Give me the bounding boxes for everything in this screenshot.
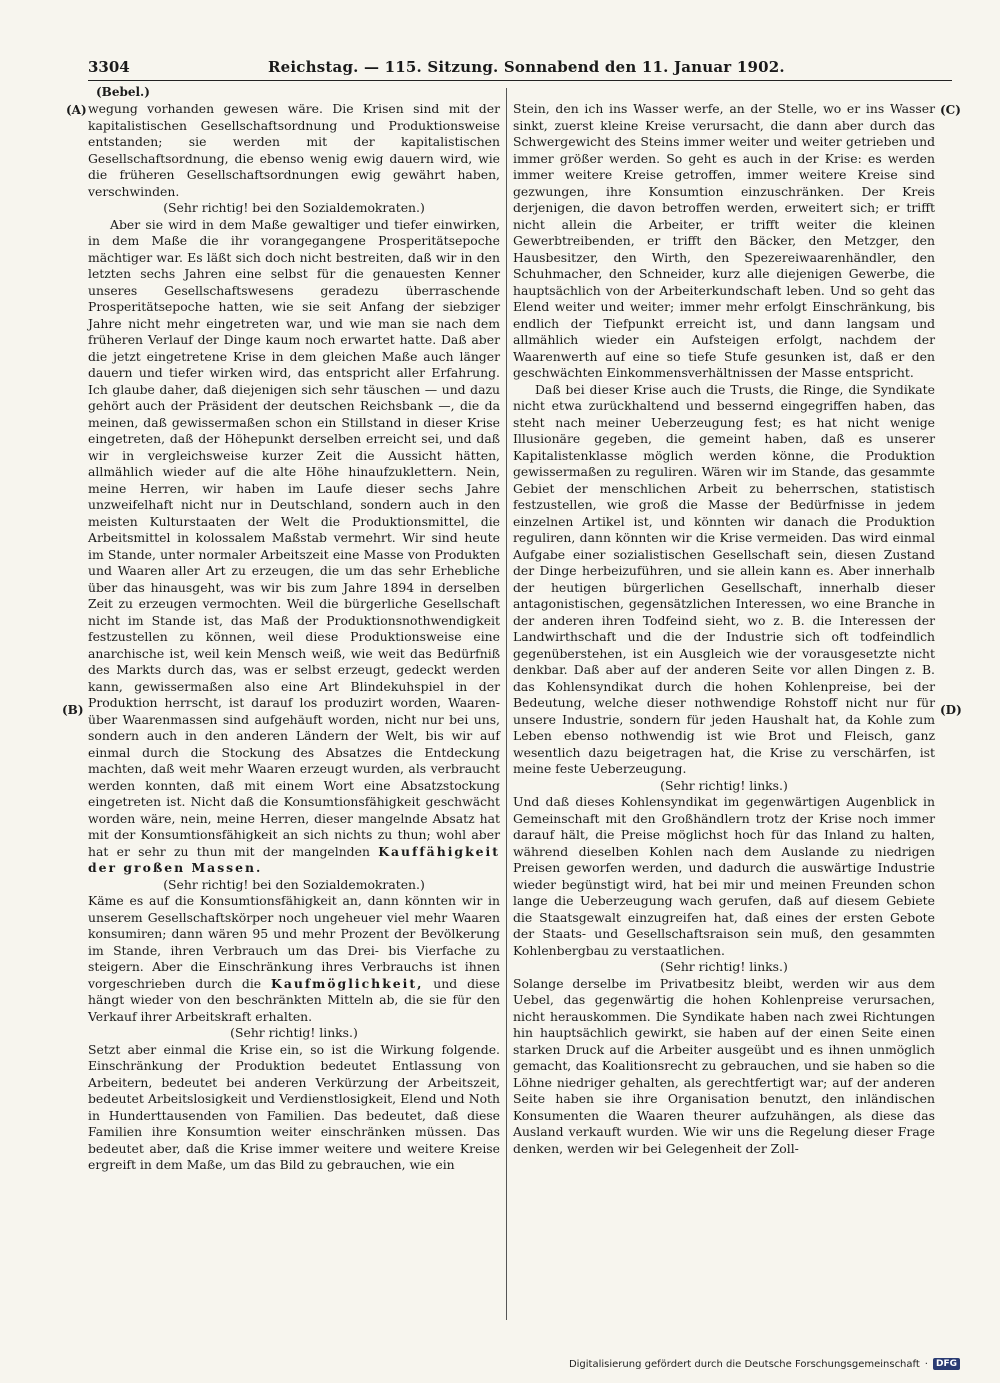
paragraph: Daß bei dieser Krise auch die Trusts, die Ringe, die Syndikate nicht etwa zurückhaltend und bessernd eingegriffen haben, das steht nach meiner Ueberzeugung fest; es hat nicht wenige Illusionäre gegeben, die gemeint haben, daß es unserer Kapitalistenklasse möglich werden könne, die Produktion gewissermaßen zu reguliren. Wären wir im Stande, das gesammte Gebiet der menschlichen Arbeit zu beherrschen, statistisch festzustellen, wie groß die Masse der Bedürfnisse in jedem einzelnen Artikel ist, und könnten wir danach die Produktion reguliren, dann könnten wir die Krise vermeiden. Das wird einmal Aufgabe einer sozialistischen Gesellschaft sein, diesen Zustand der Dinge herbeizuführen, und sie allein kann es. Aber innerhalb der heutigen bürgerlichen Gesellschaft, innerhalb dieser antagonistischen, gegensätzlichen Interessen, wo eine Branche in der anderen ihren Todfeind sieht, wo z. B. die Interessen der Landwirthschaft und die der Industrie sich oft todfeindlich gegenüberstehen, ist ein Ausgleich wie der vorausgesetzte nicht denkbar. Daß aber auf der anderen Seite vor allen Dingen z. B. das Kohlensyndikat durch die hohen Kohlenpreise, bei der Bedeutung, welche dieser nothwendige Rohstoff nicht nur für unsere Industrie, sondern für jeden Haushalt hat, da Kohle zum Leben ebenso nothwendig ist wie Brot und Fleisch, ganz wesentlich dazu beigetragen hat, die Krise zu verschärfen, ist meine feste Ueberzeugung. — [513, 381, 935, 776]
interjection: (Sehr richtig! bei den Sozialdemokraten.) — [163, 876, 425, 892]
running-title: Reichstag. — 115. Sitzung. Sonnabend den 11. Januar 1902. — [268, 58, 785, 76]
dfg-logo: DFG — [933, 1358, 960, 1370]
footer-text: Digitalisierung gefördert durch die Deutsche Forschungsgemeinschaft — [568, 1358, 920, 1370]
paragraph: Und daß dieses Kohlensyndikat im gegenwärtigen Augenblick in Gemeinschaft mit den Großhändlern trotz der Krise noch immer darauf hält, die Preise möglichst hoch für das Inland zu halten, während dieselben Kohlen nach dem Auslande zu niedrigen Preisen geworfen werden, und dadurch die auswärtige Industrie wieder begünstigt wird, hat bei mir und meinen Freunden schon lange die Ueberzeugung wach gerufen, daß auf diesem Gebiete die Staatsgewalt einzugreifen hat, daß eines der ersten Gebote der Staats- und Gesellschaftsraison sein muß, den gesammten Kohlenbergbau zu verstaatlichen. — [513, 794, 935, 958]
interjection: (Sehr richtig! links.) — [660, 777, 788, 793]
interjection: (Sehr richtig! links.) — [660, 959, 788, 974]
margin-marker-d: (D) — [940, 703, 962, 717]
margin-marker-a: (A) — [66, 103, 87, 117]
paragraph — [88, 893, 500, 1025]
paragraph-text: Aber sie wird in dem Maße gewaltiger und tiefer einwirken, in dem Maße die ihr vorangegangene Prosperitätsepoche mächtiger war. Es läßt sich doch nicht bestreiten, daß wir in den letzten sechs Jahren eine selbst für die genauesten Kenner unseres Gesellschaftswesens geradezu überraschende Prosperitätsepoche hatten, wie sie seit Anfang der siebziger Jahre nicht mehr eingetreten war, und wie man sie nach dem früheren Verlauf der Dinge kaum noch erwartet hatte. Daß aber die jetzt eingetretene Krise in dem gleichen Maße auch länger dauern und tiefer wirken wird, das entspricht aller Erfahrung. Ich glaube daher, daß diejenigen sich sehr täuschen — und dazu gehört auch der Präsident der deutschen Reichsbank —, die da meinen, daß gewissermaßen schon ein Stillstand in dieser Krise eingetreten, daß der Höhepunkt derselben erreicht sei, und daß wir in vergleichsweise kurzer Zeit die Aussicht hätten, allmählich wieder auf die alte Höhe hinaufzuklettern. Nein, meine Herren, wir haben im Laufe dieser sechs Jahre unzweifelhaft nicht nur in Deutschland, sondern auch in den meisten Kulturstaaten der Welt die Produktionsmittel, die Arbeitsmittel in kolossalem Maßstab vermehrt. Wir sind heute im Stande, unter normaler Arbeitszeit eine Masse von Produkten und Waaren aller Art zu erzeugen, die um das sehr Erhebliche über das hinausgeht, was wir bis zum Jahre 1894 in derselben Zeit zu erzeugen vermochten. Weil die bürgerliche Gesellschaft nicht im Stande ist, das Maß der Produktionsnothwendigkeit festzustellen zu können, weil diese Produktionsweise eine anarchische ist, weil kein Mensch weiß, wie weit das Bedürfniß des Markts durch das, was er selbst erzeugt, gedeckt werden kann, gewissermaßen also eine Art Blindekuhspiel in der Produktion herrscht, ist darauf los produzirt worden, Waaren- über Waarenmassen sind aufgehäuft worden, nicht nur bei uns, sondern auch in den anderen Ländern der Welt, bis wir auf einmal durch die Stockung des Absatzes die Entdeckung machten, daß weit mehr Waaren erzeugt wurden, als verbraucht werden konnten, daß mit einem Wort eine Absatzstockung eingetreten ist. Nicht daß die Konsumtionsfähigkeit geschwächt worden wäre, nein, meine Herren, dieser mangelnde Absatz hat mit der Konsumtionsfähigkeit an sich nichts zu thun; wohl aber hat er sehr zu thun mit der mangelnden — [88, 216, 500, 859]
margin-marker-c: (C) — [940, 103, 961, 117]
spaced-emphasis: Kauffähigkeit der großen Massen. — [88, 843, 500, 875]
speaker-name: (Bebel.) — [96, 85, 150, 99]
paragraph: wegung vorhanden gewesen wäre. Die Krisen sind mit der kapitalistischen Gesellschaftsordnung und Produktionsweise entstanden; sie werden mit der kapitalistischen Gesellschaftsordnung, die ebenso wenig ewig dauern wird, wie die früheren Gesellschaftsordnungen ewig gewährt haben, verschwinden. — [88, 101, 500, 199]
column-divider — [506, 88, 507, 1320]
margin-marker-b: (B) — [62, 703, 84, 717]
paragraph-text: und diese hängt wieder von den beschränkten Mitteln ab, die sie für den Verkauf ihrer Arbeitskraft erhalten. — [88, 975, 500, 1024]
left-column — [88, 101, 500, 1174]
paragraph-text: Käme es auf die Konsumtionsfähigkeit an, dann könnten wir in unserem Gesellschaftskörper noch ungeheuer viel mehr Waaren konsumiren; dann wären 95 und mehr Prozent der Bevölkerung im Stande, ihren Verbrauch um das Drei- bis Vierfache zu steigern. Aber die Einschränkung ihres Verbrauchs ist ihnen vorgeschrieben durch die — [88, 893, 500, 991]
footer-credit: Digitalisierung gefördert durch die Deutsche Forschungsgemeinschaft · DFG — [569, 1358, 960, 1370]
spaced-emphasis: Kaufmöglichkeit, — [271, 975, 424, 991]
interjection: (Sehr richtig! links.) — [230, 1025, 358, 1040]
running-header — [88, 58, 952, 81]
interjection: (Sehr richtig! bei den Sozialdemokraten.) — [163, 200, 425, 215]
page-number: 3304 — [88, 58, 130, 76]
paragraph: Setzt aber einmal die Krise ein, so ist die Wirkung folgende. Einschränkung der Produktion bedeutet Entlassung von Arbeitern, bedeutet bei anderen Verkürzung der Arbeitszeit, bedeutet Arbeitslosigkeit und Verdienstlosigkeit, Elend und Noth in Hunderttausenden von Familien. Das bedeutet, daß diese Familien ihre Konsumtion weiter einschränken müssen. Das bedeutet aber, daß die Krise immer weitere und weitere Kreise ergreift in dem Maße, um das Bild zu gebrauchen, wie ein — [88, 1041, 500, 1172]
paragraph: Stein, den ich ins Wasser werfe, an der Stelle, wo er ins Wasser sinkt, zuerst kleine Kreise verursacht, die dann aber durch das Schwergewicht des Steins immer weiter und weiter getrieben und immer größer werden. So geht es auch in der Krise: es werden immer weitere Kreise getroffen, immer weitere Kreise sind gezwungen, ihre Konsumtion einzuschränken. Der Kreis derjenigen, die davon betroffen werden, erweitert sich; er trifft nicht allein die Arbeiter, er trifft weiter die kleinen Gewerbtreibenden, er trifft den Bäcker, den Metzger, den Hausbesitzer, den Wirth, den Spezereiwaarenhändler, den Schuhmacher, den Schneider, kurz alle diejenigen Gewerbe, die hauptsächlich von der Arbeiterkundschaft leben. Und so geht das Elend weiter und weiter; immer mehr erfolgt Einschränkung, bis endlich der Tiefpunkt erreicht ist, und dann langsam und allmählich wieder ein Aufsteigen erfolgt, nachdem der Waarenwerth auf eine so tiefe Stufe gesunken ist, daß er den geschwächten Einkommensverhältnissen der Masse entspricht. — [513, 101, 935, 380]
paragraph — [88, 217, 500, 877]
right-column — [513, 101, 935, 1157]
paragraph: Solange derselbe im Privatbesitz bleibt, werden wir aus dem Uebel, das gegenwärtig die hohen Kohlenpreise verursachen, nicht herauskommen. Die Syndikate haben nach zwei Richtungen hin hauptsächlich gewirkt, sie haben auf der einen Seite einen starken Druck auf die Arbeiter ausgeübt und es ihnen unmöglich gemacht, das Koalitionsrecht zu gebrauchen, und sie haben so die Löhne niedriger gehalten, als gerechtfertigt war; auf der anderen Seite haben sie ihre Organisation benutzt, den inländischen Konsumenten die Waaren theurer aufzuhängen, als diese das Ausland verkauft wurden. Wie wir uns die Regelung dieser Frage denken, werden wir bei Gelegenheit der Zoll- — [513, 975, 935, 1156]
